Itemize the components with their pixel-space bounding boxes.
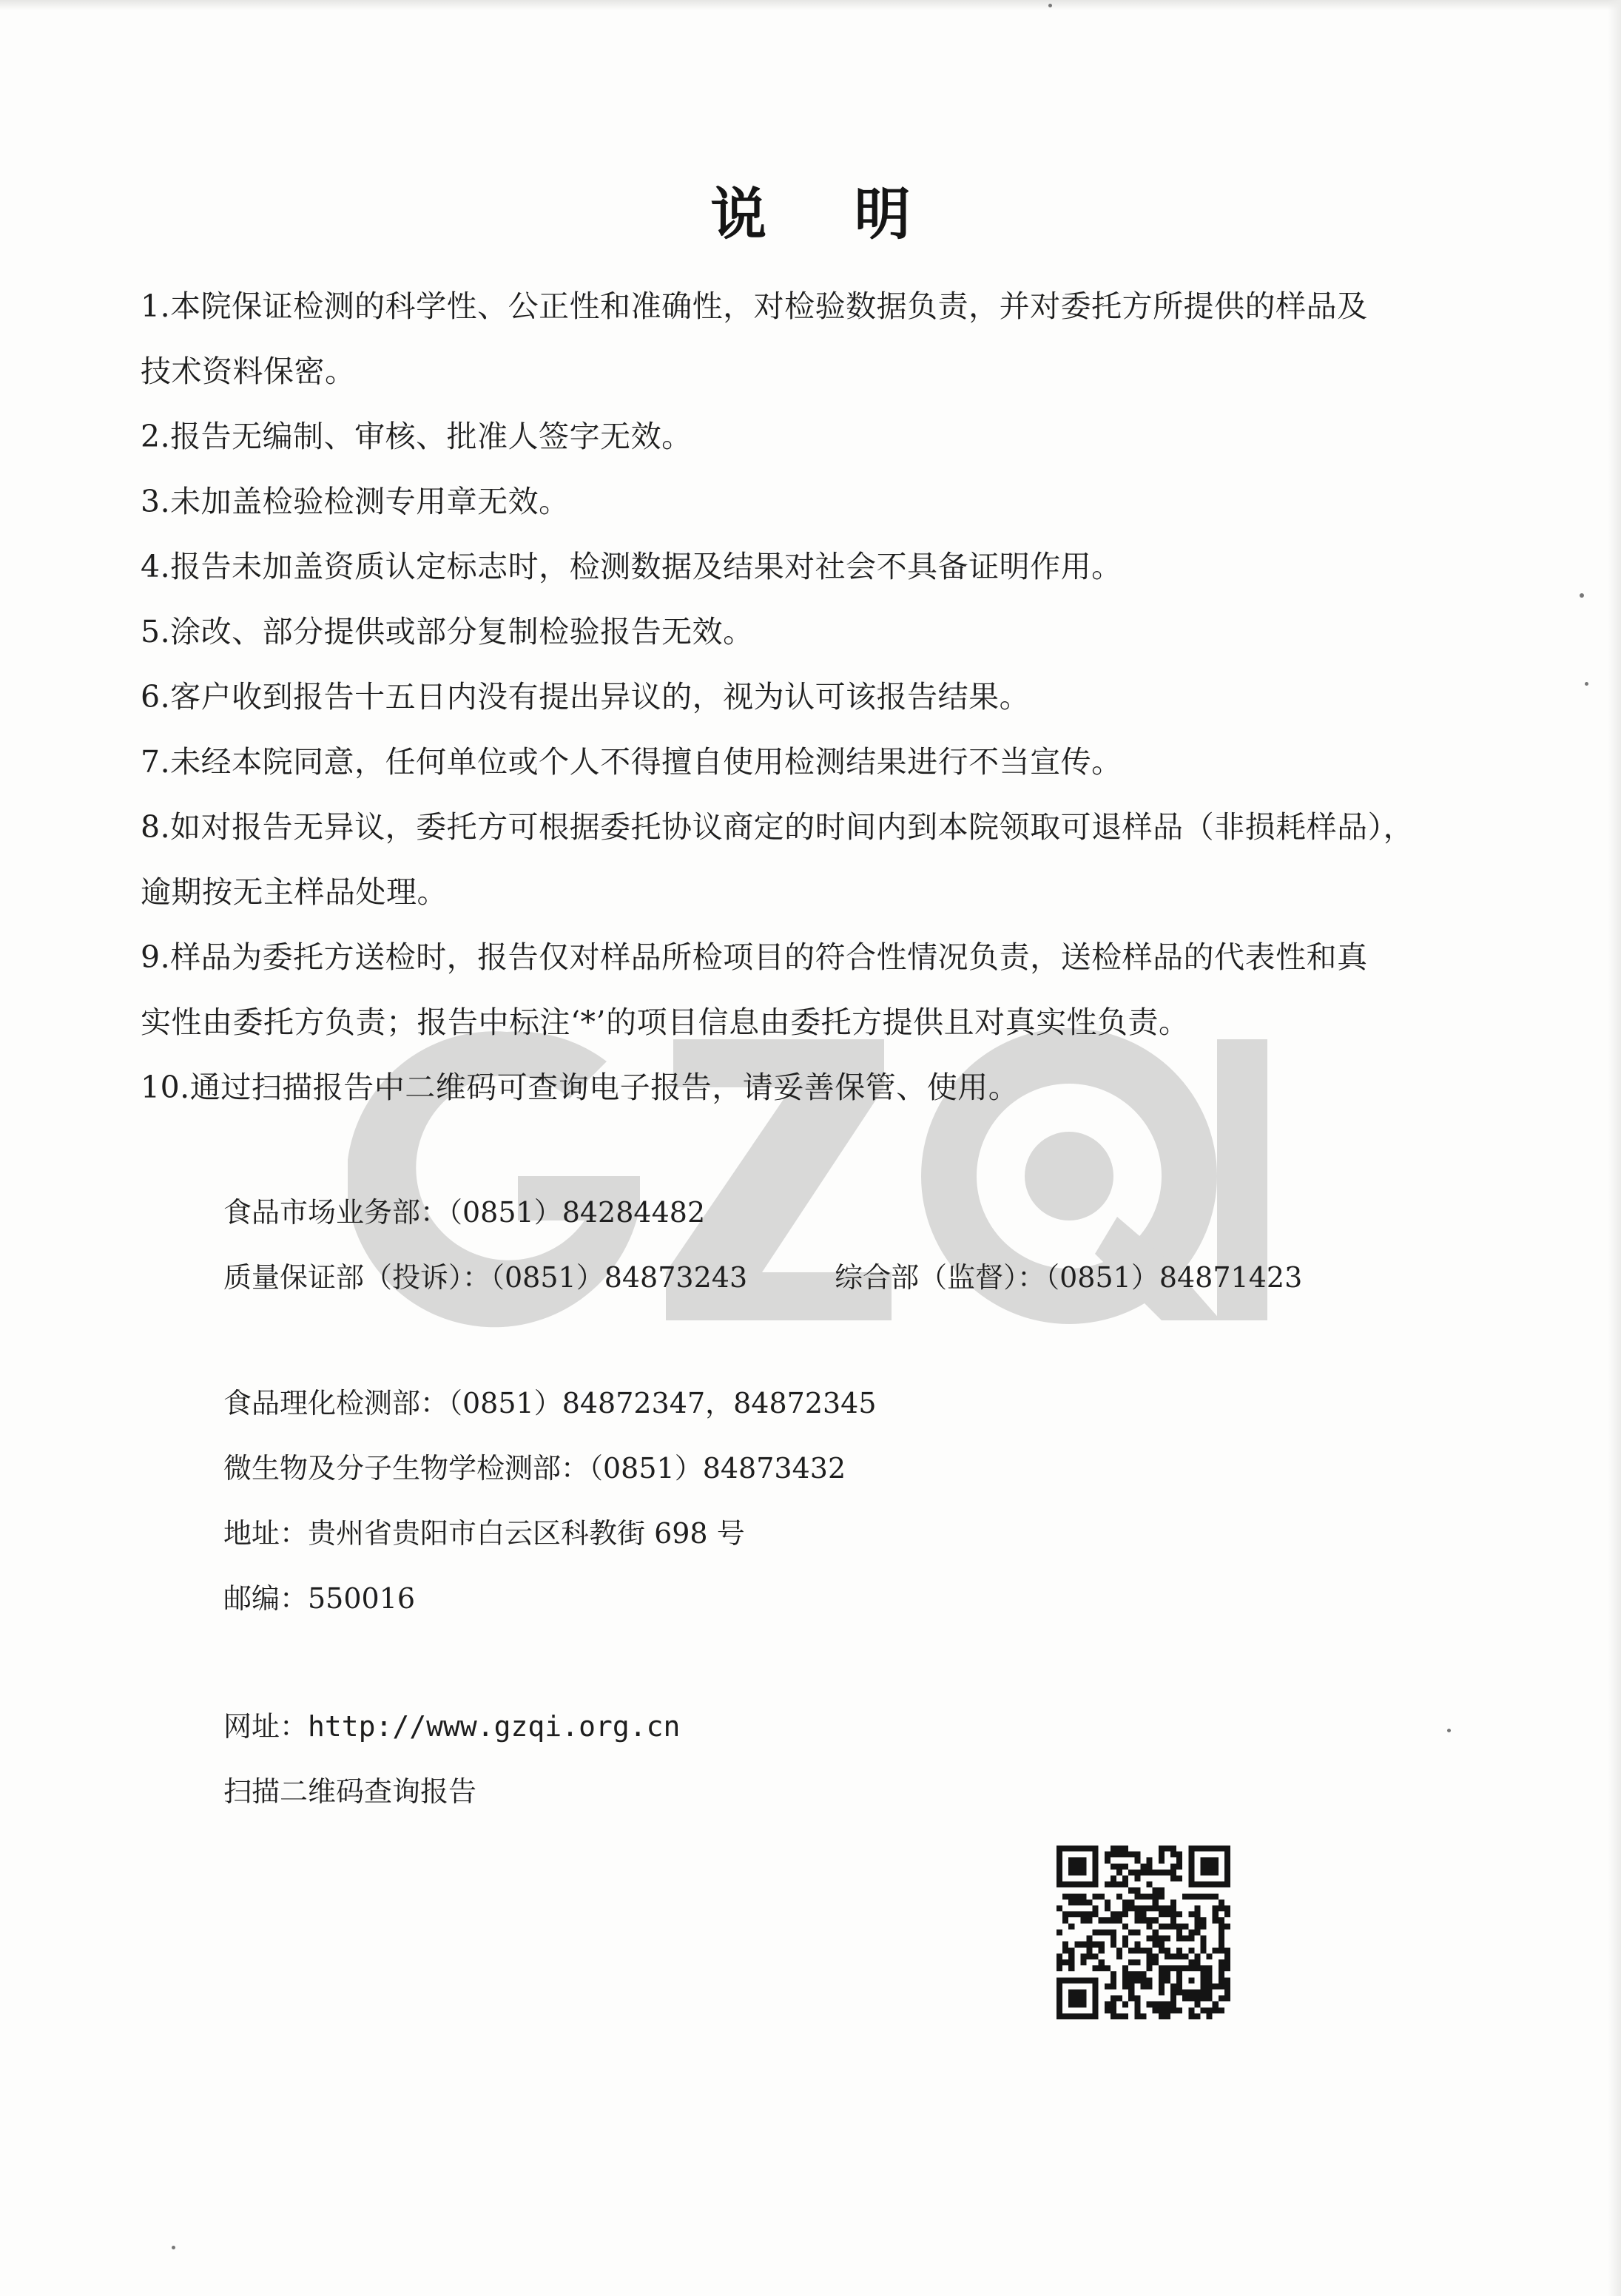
postcode: 邮编：550016 <box>223 1582 416 1615</box>
note-item: 3.未加盖检验检测专用章无效。 <box>141 484 570 519</box>
website-row <box>223 1694 1481 1759</box>
note-item: 7.未经本院同意，任何单位或个人不得擅自使用检测结果进行不当宣传。 <box>141 744 1122 780</box>
scan-edge-right <box>1608 0 1621 2296</box>
scan-speck <box>1580 593 1584 598</box>
notes-list <box>141 274 1517 1120</box>
quality-assurance-phone: 质量保证部（投诉）：（0851）84873243 <box>223 1261 748 1294</box>
complaint-phone-row <box>223 1245 1481 1310</box>
qr-code[interactable] <box>1056 1846 1230 2019</box>
address: 地址：贵州省贵阳市白云区科教街 698 号 <box>223 1517 745 1550</box>
contacts-block-2 <box>223 1371 1481 1631</box>
note-item: 5.涂改、部分提供或部分复制检验报告无效。 <box>141 614 754 649</box>
food-market-phone: 食品市场业务部：（0851）84284482 <box>223 1196 706 1229</box>
contacts-block-3 <box>223 1694 1481 1824</box>
note-item: 6.客户收到报告十五日内没有提出异议的，视为认可该报告结果。 <box>141 679 1031 715</box>
food-chem-phone: 食品理化检测部：（0851）84872347，84872345 <box>223 1387 877 1419</box>
page-title: 说 明 <box>710 181 945 247</box>
note-item: 8.如对报告无异议，委托方可根据委托协议商定的时间内到本院领取可退样品（非损耗样品）， <box>141 809 1415 845</box>
contacts-block-1 <box>223 1180 1481 1310</box>
note-item: 逾期按无主样品处理。 <box>141 874 448 910</box>
note-item: 技术资料保密。 <box>141 354 356 389</box>
note-item: 1.本院保证检测的科学性、公正性和准确性，对检验数据负责，并对委托方所提供的样品及 <box>141 288 1368 324</box>
website-label: 网址： <box>223 1710 309 1743</box>
general-affairs-phone: 综合部（监督）：（0851）84871423 <box>835 1261 1303 1294</box>
note-item: 9.样品为委托方送检时，报告仅对样品所检项目的符合性情况负责，送检样品的代表性和真 <box>141 939 1368 975</box>
scan-edge-top <box>0 0 1621 10</box>
scan-speck <box>172 2246 175 2249</box>
microbiology-phone: 微生物及分子生物学检测部：（0851）84873432 <box>223 1452 846 1485</box>
scan-speck <box>1585 682 1588 686</box>
note-item: 10.通过扫描报告中二维码可查询电子报告，请妥善保管、使用。 <box>141 1070 1020 1105</box>
note-item: 2.报告无编制、审核、批准人签字无效。 <box>141 419 692 454</box>
website-link[interactable]: http://www.gzqi.org.cn <box>308 1710 681 1743</box>
scan-qr-caption: 扫描二维码查询报告 <box>223 1775 477 1808</box>
note-item: 4.报告未加盖资质认定标志时，检测数据及结果对社会不具备证明作用。 <box>141 549 1122 584</box>
note-item: 实性由委托方负责；报告中标注‘*’的项目信息由委托方提供且对真实性负责。 <box>141 1004 1190 1040</box>
scan-speck <box>1048 4 1052 7</box>
